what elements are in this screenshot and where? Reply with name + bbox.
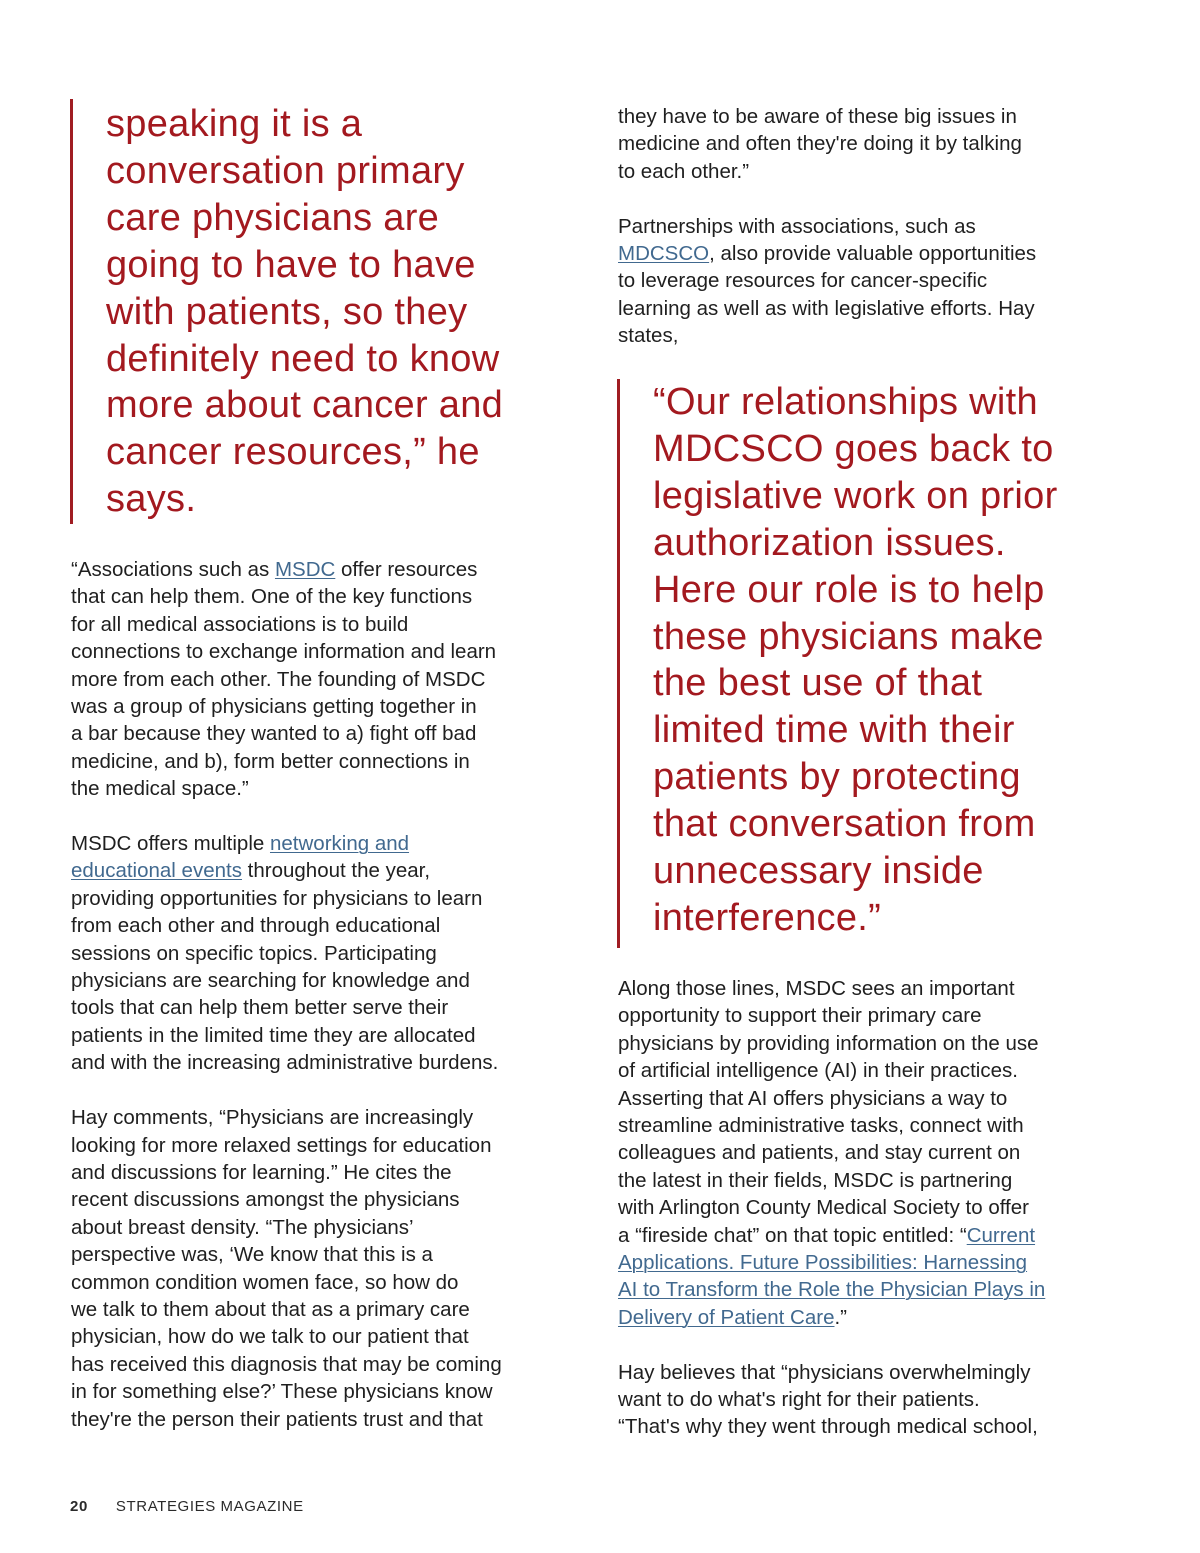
right-pull-quote-text <box>620 379 1058 942</box>
quote-line: going to have to have <box>106 243 476 286</box>
paragraph-ai: Along those lines, MSDC sees an important opportunity to support their primary care physicians by providing information on the use of artificial intelligence (AI) in their practices. Asserting that AI offers physicians a way to streamline administrative tasks, connect with colleagues and patients, and stay current on the latest in their fields, MSDC is partnering with Arlington County Medical Society to offer a “fireside chat” on that topic entitled: “Current Applications. Future Possibilities: Harnessing AI to Transform the Role the Physician Plays in Delivery of Patient Care.” <box>618 977 1046 1329</box>
quote-line: definitely need to know <box>106 337 500 380</box>
page-footer <box>70 1498 304 1515</box>
quote-line: says. <box>106 478 197 521</box>
quote-line: patients by protecting <box>653 756 1021 799</box>
quote-line: unnecessary inside <box>653 850 984 893</box>
quote-line: legislative work on prior <box>653 474 1058 517</box>
quote-line: cancer resources,” he <box>106 431 480 474</box>
right-column-bottom <box>618 975 1158 1441</box>
fireside-chat-link[interactable]: Current <box>966 1223 1036 1247</box>
networking-events-link-cont[interactable]: educational events <box>71 859 242 883</box>
left-pull-quote <box>70 99 503 524</box>
right-column-top <box>618 103 1148 350</box>
fireside-chat-link-cont[interactable]: AI to Transform the Role the Physician Plays in <box>618 1278 1046 1302</box>
quote-line: with patients, so they <box>106 290 468 333</box>
quote-line: Here our role is to help <box>653 568 1045 611</box>
fireside-chat-link-cont[interactable]: Delivery of Patient Care <box>618 1305 835 1329</box>
quote-line: authorization issues. <box>653 521 1006 564</box>
quote-line: that conversation from <box>653 803 1036 846</box>
msdc-link[interactable]: MSDC <box>274 558 336 581</box>
paragraph-networking: MSDC offers multiple networking and educational events throughout the year, providing opportunities for physicians to learn from each other and through educational sessions on specific topics. Participating physicians are searching for knowledge and tools that can help them better serve their patients in the limited time they are allocated and with the increasing administrative burdens. <box>71 832 499 1075</box>
quote-line: these physicians make <box>653 615 1044 658</box>
paragraph-associations: “Associations such as MSDC offer resources that can help them. One of the key functions for all medical associations is to build connections to exchange information and learn more from each other. The founding of MSDC was a group of physicians getting together in a bar because they wanted to a) fight off bad medicine, and b), form better connections in the medical space.” <box>71 558 497 801</box>
quote-line: MDCSCO goes back to <box>653 427 1054 470</box>
quote-line: speaking it is a <box>106 103 363 145</box>
networking-events-link[interactable]: networking and <box>269 832 410 856</box>
left-pull-quote-text <box>73 101 503 523</box>
quote-line: more about cancer and <box>106 384 504 427</box>
right-pull-quote <box>617 379 1058 948</box>
paragraph-partnerships: Partnerships with associations, such as MDCSCO, also provide valuable opportunities to leverage resources for cancer-specific learning as well as with legislative efforts. Hay states, <box>618 214 1037 348</box>
mdcsco-link[interactable]: MDCSCO <box>618 242 710 266</box>
quote-line: limited time with their <box>653 709 1015 752</box>
quote-line: conversation primary <box>106 149 465 192</box>
quote-line: the best use of that <box>653 662 983 705</box>
quote-line: care physicians are <box>106 196 440 239</box>
paragraph-continued: they have to be aware of these big issues in medicine and often they're doing it by talking to each other.” <box>618 105 1022 183</box>
paragraph-hay-comments: Hay comments, “Physicians are increasingly looking for more relaxed settings for education and discussions for learning.” He cites the recent discussions amongst the physicians about breast density. “The physicians’ perspective was, ‘We know that this is a common condition women face, so how do we talk to them about that as a primary care physician, how do we talk to our patient that has received this diagnosis that may be coming in for something else?’ These physicians know they're the person their patients trust and that <box>71 1106 502 1431</box>
quote-line: “Our relationships with <box>653 381 1038 423</box>
left-column <box>71 556 591 1433</box>
page-number: 20 <box>70 1498 88 1515</box>
quote-line: interference.” <box>653 896 882 939</box>
fireside-chat-link-cont[interactable]: Applications. Future Possibilities: Harnessing <box>618 1251 1028 1275</box>
paragraph-hay-believes: Hay believes that “physicians overwhelmingly want to do what's right for their patients. “That's why they went through medical school, <box>618 1360 1038 1439</box>
publication-name: STRATEGIES MAGAZINE <box>115 1498 304 1515</box>
